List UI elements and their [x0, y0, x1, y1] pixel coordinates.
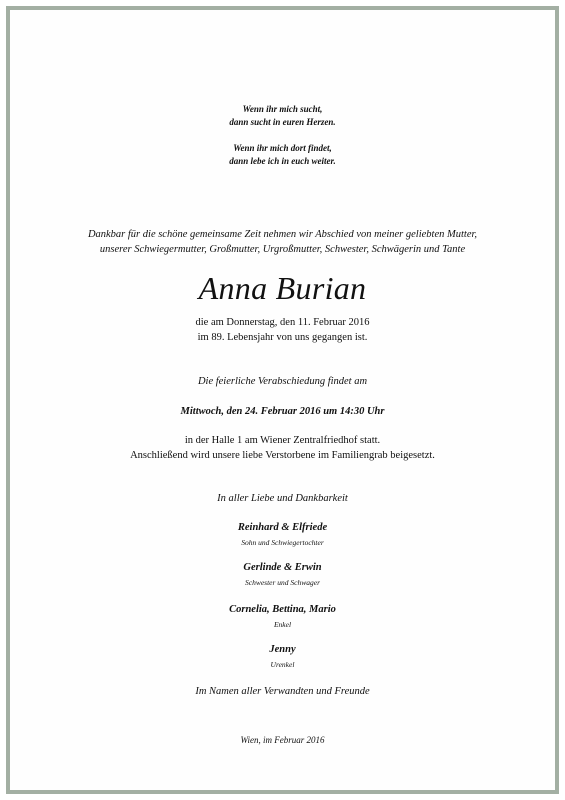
relatives-line: Im Namen aller Verwandten und Freunde — [195, 686, 370, 697]
ceremony-datetime: Mittwoch, den 24. Februar 2016 um 14:30 Uhr — [180, 406, 385, 417]
poem-line-1: Wenn ihr mich sucht, — [242, 104, 323, 114]
death-line-2: im 89. Lebensjahr von uns gegangen ist. — [197, 332, 368, 343]
death-line-1: die am Donnerstag, den 11. Februar 2016 — [195, 317, 370, 328]
mourner-relation: Enkel — [273, 620, 292, 629]
mourner-names: Cornelia, Bettina, Mario — [229, 604, 336, 615]
place-date: Wien, im Februar 2016 — [240, 735, 325, 745]
intro-line-2: unserer Schwiegermutter, Großmutter, Urgroßmutter, Schwester, Schwägerin und Tante — [99, 244, 466, 255]
ceremony-place-line-2: Anschließend wird unsere liebe Verstorbene im Familiengrab beigesetzt. — [130, 450, 435, 461]
poem-line-4: dann lebe ich in euch weiter. — [229, 156, 336, 166]
closing-line: In aller Liebe und Dankbarkeit — [217, 493, 348, 504]
mourner-relation: Schwester und Schwager — [245, 578, 320, 587]
ceremony-intro: Die feierliche Verabschiedung findet am — [197, 376, 368, 387]
deceased-name: Anna Burian — [198, 270, 367, 306]
intro-line-1: Dankbar für die schöne gemeinsame Zeit nehmen wir Abschied von meiner geliebten Mutter, — [87, 229, 478, 240]
obituary-card — [6, 6, 559, 794]
mourner-names: Jenny — [269, 644, 296, 655]
mourner-names: Gerlinde & Erwin — [243, 562, 322, 573]
mourner-names: Reinhard & Elfriede — [237, 522, 328, 533]
mourner-relation: Sohn und Schwiegertochter — [241, 538, 324, 547]
mourner-relation: Urenkel — [270, 660, 295, 669]
poem-line-3: Wenn ihr mich dort findet, — [233, 143, 332, 153]
ceremony-place-line-1: in der Halle 1 am Wiener Zentralfriedhof statt. — [184, 435, 381, 446]
poem-line-2: dann sucht in euren Herzen. — [229, 117, 336, 127]
